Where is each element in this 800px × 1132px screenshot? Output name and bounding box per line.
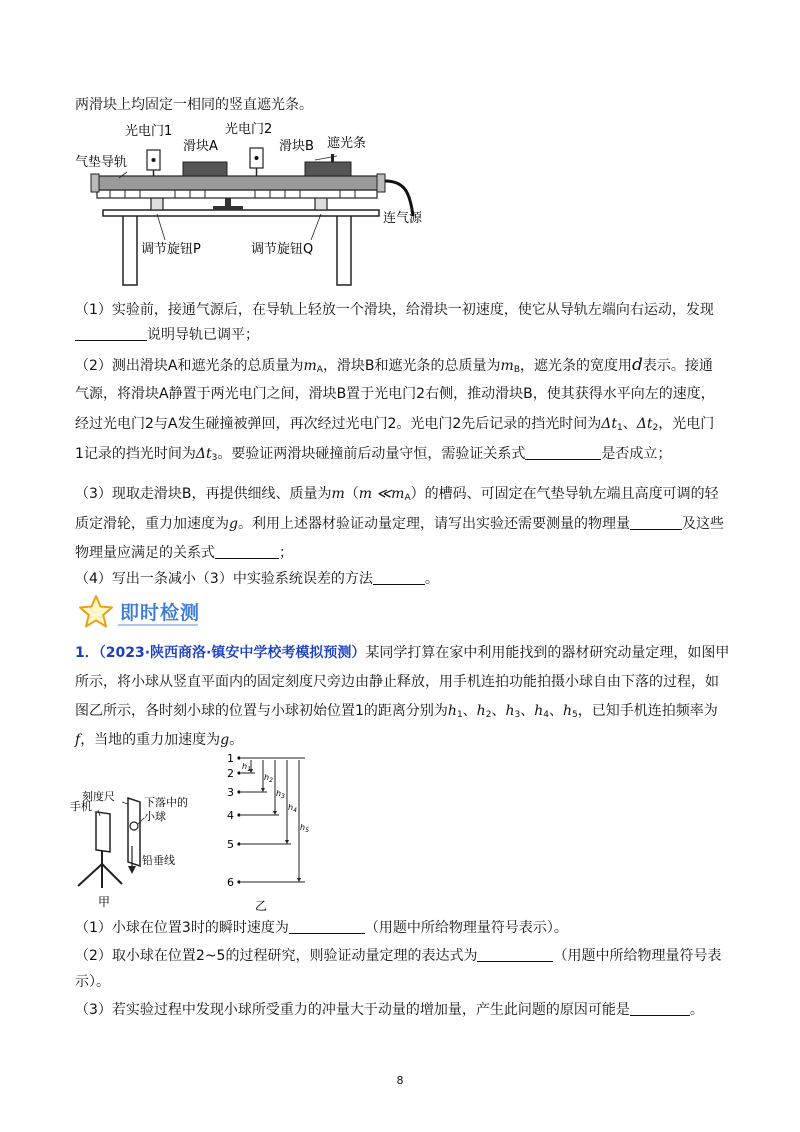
star-icon xyxy=(78,594,114,628)
p1q3-line: （3）若实验过程中发现小球所受重力的冲量大于动量的增加量，产生此问题的原因可能是 。 xyxy=(75,1002,704,1018)
p1-line-d: f，当地的重力加速度为g。 xyxy=(75,732,244,748)
label-yi: 乙 xyxy=(255,899,268,912)
p1q2-blank[interactable] xyxy=(477,947,553,962)
point-2: 2 xyxy=(227,767,234,780)
q3-line-b: 质定滑轮，重力加速度为g。利用上述器材验证动量定理，请写出实验还需要测量的物理量 及这些 xyxy=(75,516,724,532)
rail-end-right xyxy=(377,174,385,192)
label-knob-p: 调节旋钮P xyxy=(141,242,201,257)
q4-blank[interactable] xyxy=(373,570,425,585)
label-ball-1: 下落中的 xyxy=(144,796,188,809)
section-underline xyxy=(118,624,198,626)
rail-base xyxy=(97,190,377,198)
svg-text:h3: $h_3$ xyxy=(276,789,285,800)
svg-text:h1: $h_1$ xyxy=(242,762,251,773)
p1-line-a: 1．（2023·陕西商洛·镇安中学校考模拟预测）某同学打算在家中利用能找到的器材研究动量定理，如图甲 xyxy=(75,645,730,661)
p1-line-c: 图乙所示，各时刻小球的位置与小球初始位置1的距离分别为$h_1$、$h_2$、$h_3$、$h_4$、$h_5$，已知手机连拍频率为 xyxy=(75,703,718,720)
slider-a xyxy=(183,162,227,176)
label-phone: 手机 xyxy=(70,800,92,813)
label-jia: 甲 xyxy=(98,895,111,909)
q1-line-a: （1）实验前，接通气源后，在导轨上轻放一个滑块，给滑块一初速度，使它从导轨左端向右运动，发现 xyxy=(75,302,714,318)
q3-blank-relation[interactable] xyxy=(215,544,279,559)
air-rail xyxy=(97,176,379,190)
section-title: 即时检测 xyxy=(120,602,201,624)
p1q1-line: （1）小球在位置3时的瞬时速度为 （用题中所给物理量符号表示）。 xyxy=(75,920,568,936)
strip-b xyxy=(331,154,334,162)
page-number: 8 xyxy=(396,1074,404,1087)
label-air: 连气源 xyxy=(383,211,423,226)
label-plumb: 铅垂线 xyxy=(142,854,175,867)
point-6: 6 xyxy=(227,876,234,889)
figure-yi xyxy=(225,748,325,912)
ball xyxy=(130,822,138,830)
q2-blank[interactable] xyxy=(525,445,601,460)
svg-text:h2: $h_2$ xyxy=(264,773,273,784)
label-slider-b: 滑块B xyxy=(279,139,314,154)
q3-line-c: 物理量应满足的关系式 ； xyxy=(75,545,293,561)
q2-line-d: 1记录的挡光时间为$\Delta t_3$。要验证两滑块碰撞前后动量守恒，需验证关系式 是否成立； xyxy=(75,446,672,463)
point-4: 4 xyxy=(227,809,234,822)
q1-blank[interactable] xyxy=(75,326,147,341)
point-3: 3 xyxy=(227,786,234,799)
point-5: 5 xyxy=(227,838,234,851)
q2-line-a: （2）测出滑块A和遮光条的总质量为$m_A$，滑块B和遮光条的总质量为$m_B$，遮光条的宽度用d表示。接通 xyxy=(75,355,713,375)
rail-end-left xyxy=(91,174,99,192)
table-top xyxy=(103,210,379,216)
table-leg-left xyxy=(123,213,137,285)
air-track-figure xyxy=(75,118,475,290)
q4-line: （4）写出一条减小（3）中实验系统误差的方法 。 xyxy=(75,571,439,587)
label-gate2: 光电门2 xyxy=(225,122,273,137)
label-ball-2: 小球 xyxy=(144,810,166,823)
label-strip: 遮光条 xyxy=(327,136,367,151)
label-ruler: 刻度尺 xyxy=(82,790,115,803)
p1q2-line: （2）取小球在位置2~5的过程研究，则验证动量定理的表达式为 （用题中所给物理量符号表 xyxy=(75,948,722,964)
label-slider-a: 滑块A xyxy=(183,139,218,154)
p1q1-blank[interactable] xyxy=(289,919,365,934)
point-1: 1 xyxy=(227,752,234,765)
ruler xyxy=(128,798,140,866)
phone xyxy=(96,812,110,852)
center-support-base xyxy=(213,206,243,210)
svg-text:h5: $h_5$ xyxy=(300,823,309,834)
svg-text:h4: $h_4$ xyxy=(288,803,297,814)
q3-line-a: （3）现取走滑块B，再提供细线、质量为m（m $≪m_A$）的槽码、可固定在气垫导轨左端且高度可调的轻 xyxy=(75,486,719,503)
intro-text: 两滑块上均固定一相同的竖直遮光条。 xyxy=(75,97,313,113)
label-gate1: 光电门1 xyxy=(125,124,173,139)
slider-b xyxy=(305,162,351,176)
p1-line-b: 所示，将小球从竖直平面内的固定刻度尺旁边由静止释放，用手机连拍功能拍摄小球自由下落的过程，如 xyxy=(75,674,719,690)
label-rail: 气垫导轨 xyxy=(75,155,128,170)
q2-line-b: 气源，将滑块A静置于两光电门之间，滑块B置于光电门2右侧，推动滑块B，使其获得水平向左的速度， xyxy=(75,386,715,402)
table-leg-right xyxy=(337,213,351,285)
q1-line-b: 说明导轨已调平； xyxy=(75,325,259,345)
q3-blank-quantity[interactable] xyxy=(630,515,682,530)
label-knob-q: 调节旋钮Q xyxy=(251,242,314,257)
q2-line-c: 经过光电门2与A发生碰撞被弹回，再次经过光电门2。光电门2先后记录的挡光时间为$\Delta t_1$、$\Delta t_2$，光电门 xyxy=(75,416,715,433)
p1q2-line-c: 示）。 xyxy=(75,974,110,990)
p1q3-blank[interactable] xyxy=(630,1001,690,1016)
figure-jia xyxy=(68,780,218,912)
